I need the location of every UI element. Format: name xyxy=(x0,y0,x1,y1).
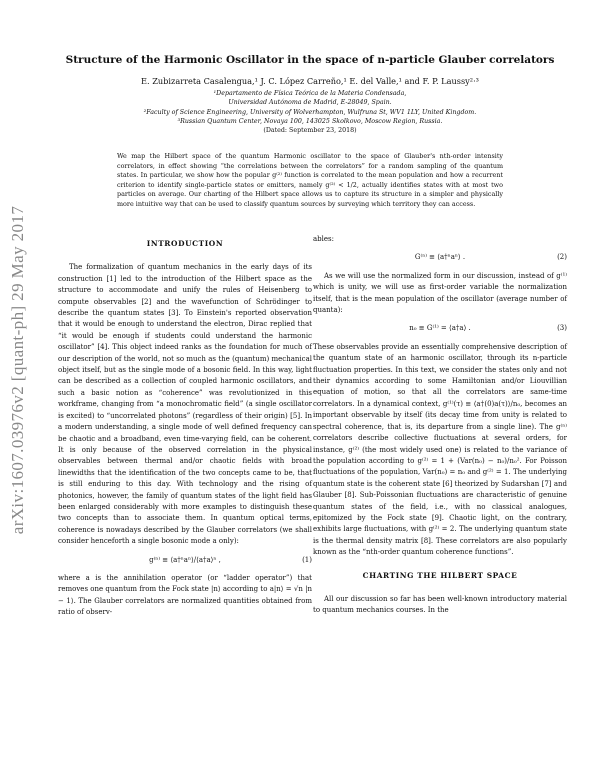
equation-1 xyxy=(58,555,312,566)
affiliation-line: ¹Departamento de Física Teórica de la Materia Condensada, xyxy=(213,90,407,97)
equation-3 xyxy=(313,323,567,334)
equation-1-body: g⁽ⁿ⁾ ≡ ⟨a†ⁿaⁿ⟩/⟨a†a⟩ⁿ , xyxy=(149,555,221,564)
affiliations xyxy=(40,89,580,135)
section-heading-charting: CHARTING THE HILBERT SPACE xyxy=(362,570,518,580)
arxiv-stamp-text: arXiv:1607.03976v2 [quant-ph] 29 May 2017 xyxy=(8,205,27,535)
equation-2-body: G⁽ⁿ⁾ ≡ ⟨a†ⁿaⁿ⟩ . xyxy=(414,253,466,262)
paragraph-fragment: ables: xyxy=(313,235,334,243)
equation-3-number: (3) xyxy=(557,324,567,333)
equation-2-number: (2) xyxy=(557,253,567,262)
intro-paragraph: The formalization of quantum mechanics in the early days of its construction [1] led to the introduction of the Hilbert space as the structure to accommodate and unify the rules of Heisenberg to compute observables [2] and the wavefunction of Schrödinger to describe the quantum states [3]. To Einstein's reported observation that it would be enough to understand the electron, Dirac replied that “it would be enough if students could understand the harmonic oscillator” [4]. This object indeed ranks as the foundation for much of our description of the world, not so much as the (quantum) mechanical object itself, but as the single mode of a bosonic field. In this way, light can be described as a collection of coupled harmonic oscillators, and such a basic notion as “coherence” was revolutionized in this workframe, changing from “a monochromatic field” (a single oscillator is excited) to “uncorrelated photons” (regardless of their origin) [5]. In a modern understanding, a single mode of well defined frequency can be chaotic and a broadband, even time-varying field, can be coherent. It is only because of the observed correlation in the physical observables between thermal and/or chaotic fields with broad linewidths that the identification of the two concepts came to be, that is still enduring to this day. With technology and the rising of photonics, however, the family of quantum states of the light field has been enlarged considerably with more examples to distinguish these two concepts than to associate them. In quantum optical terms, coherence is nowadays described by the Glauber correlators (we shall consider henceforth a single bosonic mode a only): xyxy=(58,263,312,546)
right-column xyxy=(313,234,567,617)
normalization-paragraph: As we will use the normalized form in our discussion, instead of g⁽¹⁾ which is unity, we will use as first-order variable the normalization itself, that is the mean population of the oscillator (average number of quanta): xyxy=(313,271,567,315)
section-heading-introduction: INTRODUCTION xyxy=(146,239,224,248)
paper-date: (Dated: September 23, 2018) xyxy=(263,127,357,135)
equation-1-number: (1) xyxy=(302,555,312,564)
affiliation-line: Universidad Autónoma de Madrid, E-28049, Spain. xyxy=(228,99,392,107)
intro-paragraph-continued: where a is the annihilation operator (or “ladder operator”) that removes one quantum from the Fock state |n⟩ according to a|n⟩ = √n |n − 1⟩. The Glauber correlators are normalized quantities obtained from ratio of observ- xyxy=(58,573,312,617)
equation-2 xyxy=(313,252,567,263)
arxiv-stamp xyxy=(8,160,28,580)
abstract: We map the Hilbert space of the quantum Harmonic oscillator to the space of Glauber's nth-order intensity correlators, in effect showing “the correlations between the correlators” for a random sampling of the quantum states. In particular, we show how the popular g⁽²⁾ function is correlated to the mean population and how a recurrent criterion to identify single-particle states or emitters, namely g⁽²⁾ < 1/2, actually identifies states with at most two particles on average. Our charting of the Hilbert space allows us to capture its structure in a simpler and physically more intuitive way that can be used to classify quantum sources by surveying which territory they can access. xyxy=(117,152,503,208)
affiliation-line: ³Russian Quantum Center, Novaya 100, 143025 Skolkovo, Moscow Region, Russia. xyxy=(177,117,443,125)
paper-title: Structure of the Harmonic Oscillator in the space of n-particle Glauber correlators xyxy=(65,54,555,66)
author-list: E. Zubizarreta Casalengua,¹ J. C. López Carreño,¹ E. del Valle,¹ and F. P. Laussy²·³ xyxy=(141,76,479,86)
equation-3-body: n₀ ≡ G⁽¹⁾ = ⟨a†a⟩ . xyxy=(409,324,471,333)
charting-paragraph: All our discussion so far has been well-known introductory material to quantum mechanics courses. In the xyxy=(313,594,567,615)
left-column xyxy=(58,232,312,619)
affiliation-line: ²Faculty of Science Engineering, University of Wolverhampton, Wulfruna St, WV1 1LY, United Kingdom. xyxy=(143,108,477,116)
observables-paragraph: These observables provide an essentially comprehensive description of the quantum state of an harmonic oscillator, through its n-particle fluctuation properties. In this text, we consider the states only and not their dynamics according to some Hamiltonian and/or Liouvillian equation of motion, so that all the correlators are same-time correlators. In a dynamical context, g⁽¹⁾(τ) ≡ ⟨a†(0)a(τ)⟩/n₀, becomes an important observable by itself (its decay time from unity is related to spectral coherence, that is, its departure from a single line). The g⁽ⁿ⁾ correlators describe collective fluctuations at several orders, for instance, g⁽²⁾ (the most widely used one) is related to the variance of the population according to g⁽²⁾ = 1 + (Var(n₀) − n₀)/n₀². For Poisson fluctuations of the population, Var(n₀) = n₀ and g⁽²⁾ = 1. The underlying quantum state is the coherent state [6] theorized by Sudarshan [7] and Glauber [8]. Sub-Poissonian fluctuations are characteristic of genuine quantum states of the field, i.e., with no classical analogues, epitomized by the Fock state [9]. Chaotic light, on the contrary, exhibits large fluctuations, with g⁽²⁾ = 2. The underlying quantum state is the thermal density matrix [8]. These correlators are also popularly known as the “nth-order quantum coherence functions”. xyxy=(313,342,567,557)
